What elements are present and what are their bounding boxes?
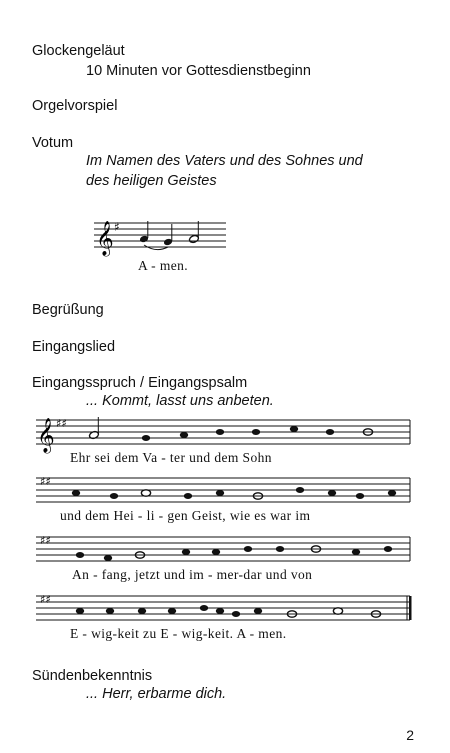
amen-lyrics: A - men. bbox=[138, 258, 189, 273]
votum-heading: Votum bbox=[32, 135, 74, 151]
votum-text-line1: Im Namen des Vaters und des Sohnes und bbox=[86, 153, 363, 169]
glockengelaeut-heading: Glockengeläut bbox=[32, 43, 125, 59]
eingangsspruch-text: ... Kommt, lasst uns anbeten. bbox=[86, 393, 274, 409]
glockengelaeut-detail: 10 Minuten vor Gottesdienstbeginn bbox=[86, 63, 311, 79]
psalm-lyrics-line4: E - wig-keit zu E - wig-keit. A - men. bbox=[70, 626, 287, 641]
music-staff-2 bbox=[36, 474, 412, 508]
votum-text-line2: des heiligen Geistes bbox=[86, 173, 217, 189]
treble-clef-icon: 𝄞 bbox=[96, 221, 114, 256]
music-staff-3 bbox=[36, 533, 412, 567]
key-signature-icon: ♯♯ bbox=[56, 417, 67, 430]
suendenbekenntnis-heading: Sündenbekenntnis bbox=[32, 668, 153, 684]
music-staff-1 bbox=[36, 416, 412, 453]
music-staff-4 bbox=[36, 592, 412, 626]
eingangslied-heading: Eingangslied bbox=[32, 339, 116, 355]
begruessung-heading: Begrüßung bbox=[32, 302, 104, 318]
psalm-lyrics-line2: und dem Hei - li - gen Geist, wie es war im bbox=[60, 508, 311, 523]
sharp-icon: ♯ bbox=[114, 220, 120, 234]
psalm-lyrics-line1: Ehr sei dem Va - ter und dem Sohn bbox=[70, 450, 272, 465]
suendenbekenntnis-text: ... Herr, erbarme dich. bbox=[86, 686, 227, 702]
page-number: 2 bbox=[406, 727, 414, 743]
key-signature-icon: ♯♯ bbox=[40, 534, 51, 547]
key-signature-icon: ♯♯ bbox=[40, 593, 51, 606]
eingangsspruch-heading: Eingangsspruch / Eingangspsalm bbox=[32, 375, 248, 391]
key-signature-icon: ♯♯ bbox=[40, 475, 51, 488]
treble-clef-icon: 𝄞 bbox=[37, 418, 55, 453]
amen-staff bbox=[94, 219, 230, 259]
orgelvorspiel-heading: Orgelvorspiel bbox=[32, 98, 118, 114]
psalm-lyrics-line3: An - fang, jetzt und im - mer-dar und von bbox=[72, 567, 313, 582]
